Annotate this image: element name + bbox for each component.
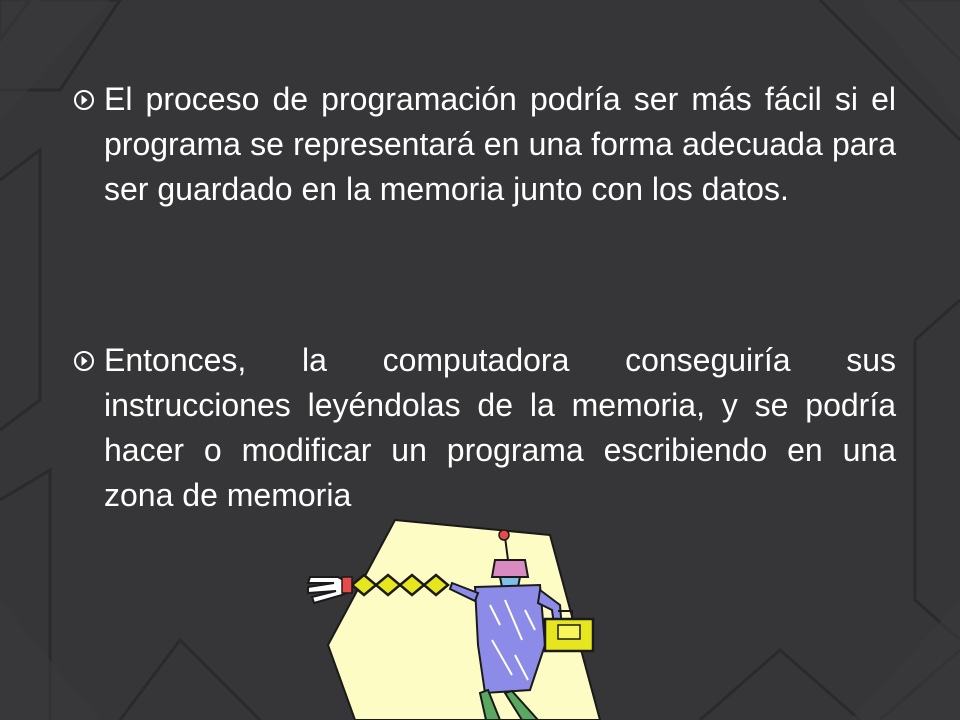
circled-arrow-right-icon	[73, 350, 95, 372]
bullet-text: El proceso de programación podría ser más fácil si el programa se representará en una forma adecuada para ser guardado en la memoria junto con los datos.	[104, 81, 896, 207]
clipart-illustration	[300, 515, 620, 720]
circled-arrow-right-icon	[73, 89, 95, 111]
bullet-text: Entonces, la computadora conseguiría sus instrucciones leyéndolas de la memoria, y se podría hacer o modificar un programa escribiendo en una zona de memoria	[104, 342, 896, 513]
